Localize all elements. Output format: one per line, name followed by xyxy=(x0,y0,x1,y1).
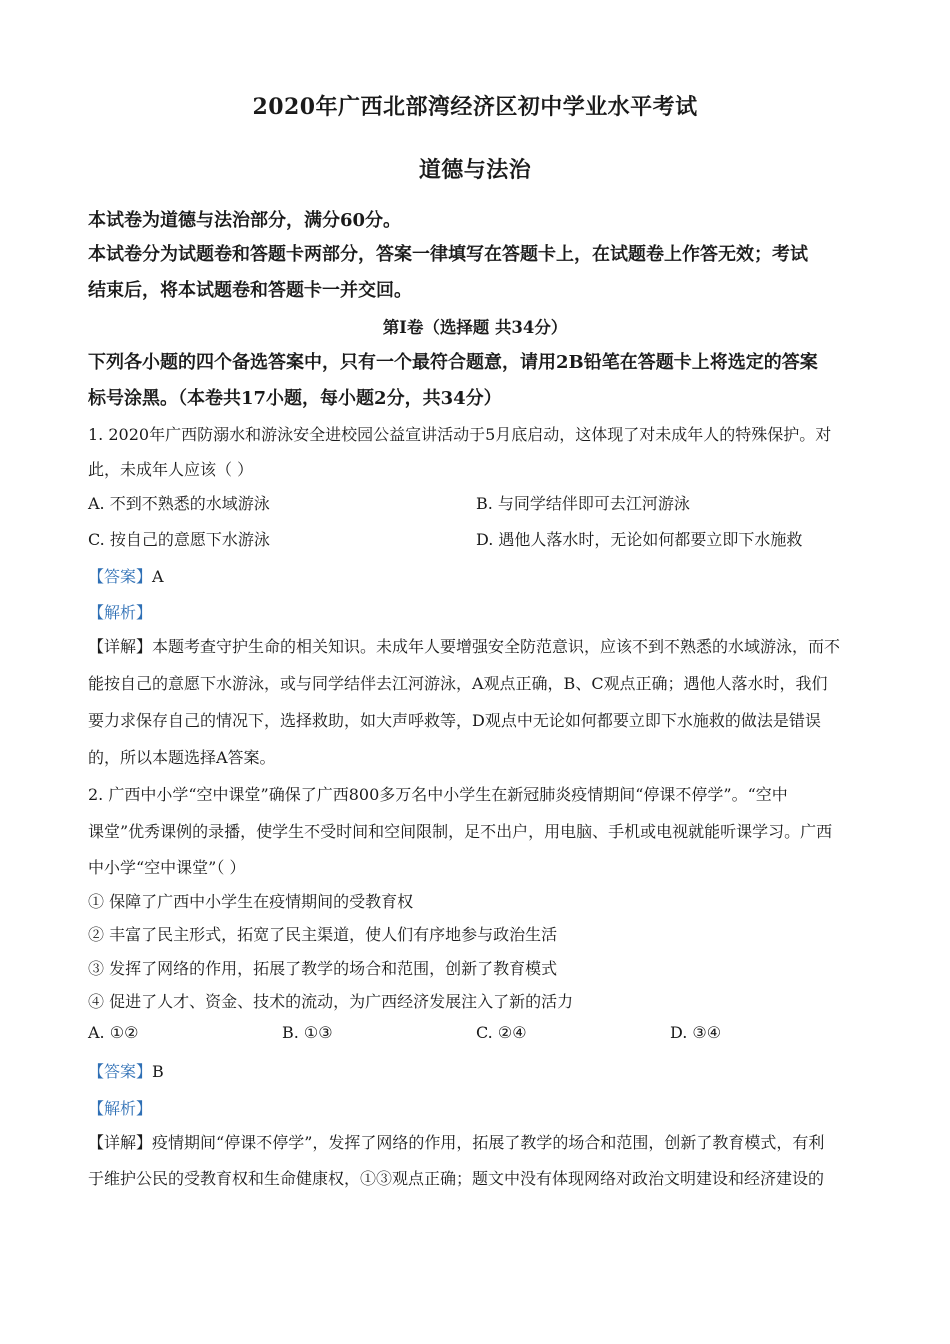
q2-option-c: C. ②④ xyxy=(476,1023,527,1042)
q2-answer-value: B xyxy=(152,1062,164,1081)
q1-detail-line-4: 的，所以本题选择A答案。 xyxy=(88,748,276,767)
section-instruction-1: 下列各小题的四个备选答案中，只有一个最符合题意，请用2B铅笔在答题卡上将选定的答案 xyxy=(88,352,818,373)
q2-detail-line-2: 于维护公民的受教育权和生命健康权，①③观点正确；题文中没有体现网络对政治文明建设和经济建设的 xyxy=(88,1169,825,1188)
q1-option-c: C. 按自己的意愿下水游泳 xyxy=(88,530,270,549)
q2-stem-3: 中小学“空中课堂”（ ） xyxy=(88,858,246,877)
subject-title: 道德与法治 xyxy=(418,157,532,183)
intro-line-3: 结束后，将本试题卷和答题卡一并交回。 xyxy=(88,280,412,301)
q2-option-b: B. ①③ xyxy=(282,1023,333,1042)
q2-option-d: D. ③④ xyxy=(670,1023,722,1042)
detail-tag: 【详解】 xyxy=(88,637,153,656)
q1-option-d: D. 遇他人落水时，无论如何都要立即下水施救 xyxy=(476,530,803,549)
q1-detail-text-1: 本题考查守护生命的相关知识。未成年人要增强安全防范意识，应该不到不熟悉的水域游泳，而不 xyxy=(152,637,841,656)
section-heading: 第Ⅰ卷（选择题 共34分） xyxy=(382,318,568,337)
intro-line-2: 本试卷分为试题卷和答题卡两部分，答案一律填写在答题卡上，在试题卷上作答无效；考试 xyxy=(88,244,808,265)
q2-detail-text-1: 疫情期间“停课不停学”，发挥了网络的作用，拓展了教学的场合和范围，创新了教育模式，有利 xyxy=(152,1133,825,1152)
answer-tag: 【答案】 xyxy=(88,567,153,586)
q2-analysis-tag: 【解析】 xyxy=(88,1099,153,1118)
q2-option-a: A. ①② xyxy=(88,1023,139,1042)
q2-detail-line-1 xyxy=(88,1130,824,1153)
exam-title: 2020年广西北部湾经济区初中学业水平考试 xyxy=(252,94,698,120)
q1-stem-2: 此，未成年人应该（ ） xyxy=(88,460,254,479)
q1-option-a: A. 不到不熟悉的水域游泳 xyxy=(88,494,270,513)
q1-option-b: B. 与同学结伴即可去江河游泳 xyxy=(476,494,690,513)
q1-stem-1: 1. 2020年广西防溺水和游泳安全进校园公益宣讲活动于5月底启动，这体现了对未成年人的特殊保护。对 xyxy=(88,425,832,444)
intro-line-1: 本试卷为道德与法治部分，满分60分。 xyxy=(88,210,402,231)
q1-detail-line-2: 能按自己的意愿下水游泳，或与同学结伴去江河游泳，A观点正确，B、C观点正确；遇他人落水时，我们 xyxy=(88,674,828,693)
q1-answer-line xyxy=(88,564,164,587)
q2-item-4: ④ 促进了人才、资金、技术的流动，为广西经济发展注入了新的活力 xyxy=(88,992,574,1011)
section-instruction-2: 标号涂黑。（本卷共17小题，每小题2分，共34分） xyxy=(88,388,502,409)
q2-item-2: ② 丰富了民主形式，拓宽了民主渠道，使人们有序地参与政治生活 xyxy=(88,925,558,944)
answer-tag: 【答案】 xyxy=(88,1062,153,1081)
q2-item-3: ③ 发挥了网络的作用，拓展了教学的场合和范围，创新了教育模式 xyxy=(88,959,558,978)
detail-tag: 【详解】 xyxy=(88,1133,153,1152)
q1-detail-line-3: 要力求保存自己的情况下，选择救助，如大声呼救等，D观点中无论如何都要立即下水施救的做法是错误 xyxy=(88,711,821,730)
q2-answer-line xyxy=(88,1059,164,1082)
q2-stem-1: 2. 广西中小学“空中课堂”确保了广西800多万名中小学生在新冠肺炎疫情期间“停课不停学”。“空中 xyxy=(88,785,788,804)
q2-item-1: ① 保障了广西中小学生在疫情期间的受教育权 xyxy=(88,892,414,911)
q2-stem-2: 课堂”优秀课例的录播，使学生不受时间和空间限制，足不出户，用电脑、手机或电视就能听课学习。广西 xyxy=(88,822,833,841)
q1-analysis-tag: 【解析】 xyxy=(88,603,153,622)
q1-answer-value: A xyxy=(152,567,164,586)
q1-detail-line-1 xyxy=(88,634,840,657)
